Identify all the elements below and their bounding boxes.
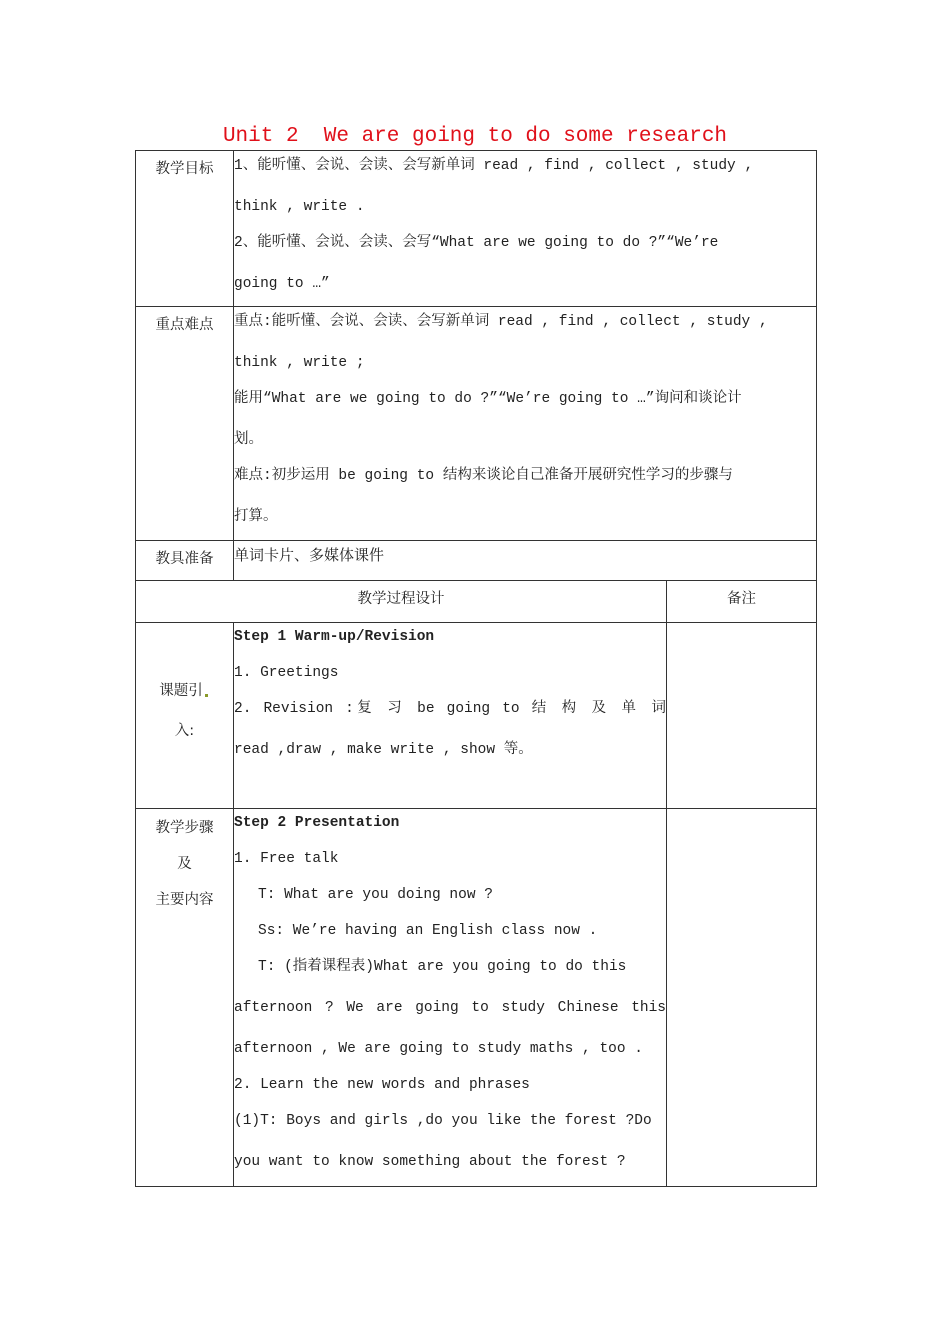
steps-label-line-3: 主要内容 bbox=[155, 892, 214, 908]
materials-row bbox=[136, 541, 817, 581]
steps-label-line-1: 教学步骤 bbox=[155, 820, 214, 836]
intro-row bbox=[136, 623, 817, 809]
steps-line-5: afternoon ? We are going to study Chinese this bbox=[234, 1000, 666, 1016]
intro-content bbox=[234, 623, 667, 809]
steps-line-6: afternoon , We are going to study maths , too . bbox=[234, 1041, 643, 1057]
steps-label bbox=[136, 809, 234, 1187]
objectives-label: 教学目标 bbox=[136, 151, 234, 307]
objectives-line-3: 2、能听懂、会说、会读、会写“What are we going to do ?”“We’re bbox=[234, 235, 719, 251]
steps-step-title: Step 2 Presentation bbox=[234, 815, 400, 831]
key-points-line-5: 难点:初步运用 be going to 结构来谈论自己准备开展研究性学习的步骤与 bbox=[234, 468, 733, 484]
intro-label-line-1: 课题引 bbox=[136, 671, 233, 711]
steps-line-2: T: What are you doing now ? bbox=[258, 887, 493, 903]
objectives-line-2: think , write . bbox=[234, 199, 365, 215]
key-points-line-6: 打算。 bbox=[234, 509, 278, 525]
objectives-line-1: 1、能听懂、会说、会读、会写新单词 read , find , collect , study , bbox=[234, 158, 754, 174]
materials-label: 教具准备 bbox=[136, 541, 234, 581]
steps-line-8: (1)T: Boys and girls ,do you like the forest ?Do bbox=[234, 1113, 652, 1129]
process-design-header: 教学过程设计 bbox=[136, 581, 667, 623]
steps-label-line-2: 及 bbox=[177, 856, 192, 872]
marker-dot-icon bbox=[205, 694, 208, 697]
key-points-label: 重点难点 bbox=[136, 307, 234, 541]
steps-line-4: T: (指着课程表)What are you going to do this bbox=[258, 959, 627, 975]
steps-line-3: Ss: We’re having an English class now . bbox=[258, 923, 598, 939]
key-points-content bbox=[234, 307, 817, 541]
intro-notes bbox=[667, 623, 817, 809]
objectives-line-4: going to …” bbox=[234, 276, 330, 292]
lesson-plan-table bbox=[135, 150, 817, 1187]
steps-line-1: 1. Free talk bbox=[234, 851, 339, 867]
materials-content: 单词卡片、多媒体课件 bbox=[234, 541, 817, 581]
steps-content bbox=[234, 809, 667, 1187]
key-points-line-4: 划。 bbox=[234, 432, 263, 448]
notes-header: 备注 bbox=[667, 581, 817, 623]
intro-line-1: 1. Greetings bbox=[234, 665, 339, 681]
key-points-line-1: 重点:能听懂、会说、会读、会写新单词 read , find , collect , study , bbox=[234, 314, 768, 330]
steps-notes bbox=[667, 809, 817, 1187]
intro-label-line-2: 入: bbox=[174, 723, 195, 739]
objectives-content bbox=[234, 151, 817, 307]
intro-step-title: Step 1 Warm-up/Revision bbox=[234, 629, 435, 645]
key-points-line-3: 能用“What are we going to do ?”“We’re going to …”询问和谈论计 bbox=[234, 391, 742, 407]
key-points-line-2: think , write ; bbox=[234, 355, 365, 371]
intro-label bbox=[136, 623, 234, 809]
steps-line-9: you want to know something about the forest ? bbox=[234, 1154, 626, 1170]
intro-line-3: read ,draw , make write , show 等。 bbox=[234, 742, 533, 758]
steps-line-7: 2. Learn the new words and phrases bbox=[234, 1077, 530, 1093]
steps-row bbox=[136, 809, 817, 1187]
page-title: Unit 2 We are going to do some research bbox=[222, 125, 728, 148]
objectives-row bbox=[136, 151, 817, 307]
process-header-row bbox=[136, 581, 817, 623]
intro-line-2: 2. Revision :复 习 be going to 结 构 及 单 词 bbox=[234, 701, 666, 717]
key-points-row bbox=[136, 307, 817, 541]
